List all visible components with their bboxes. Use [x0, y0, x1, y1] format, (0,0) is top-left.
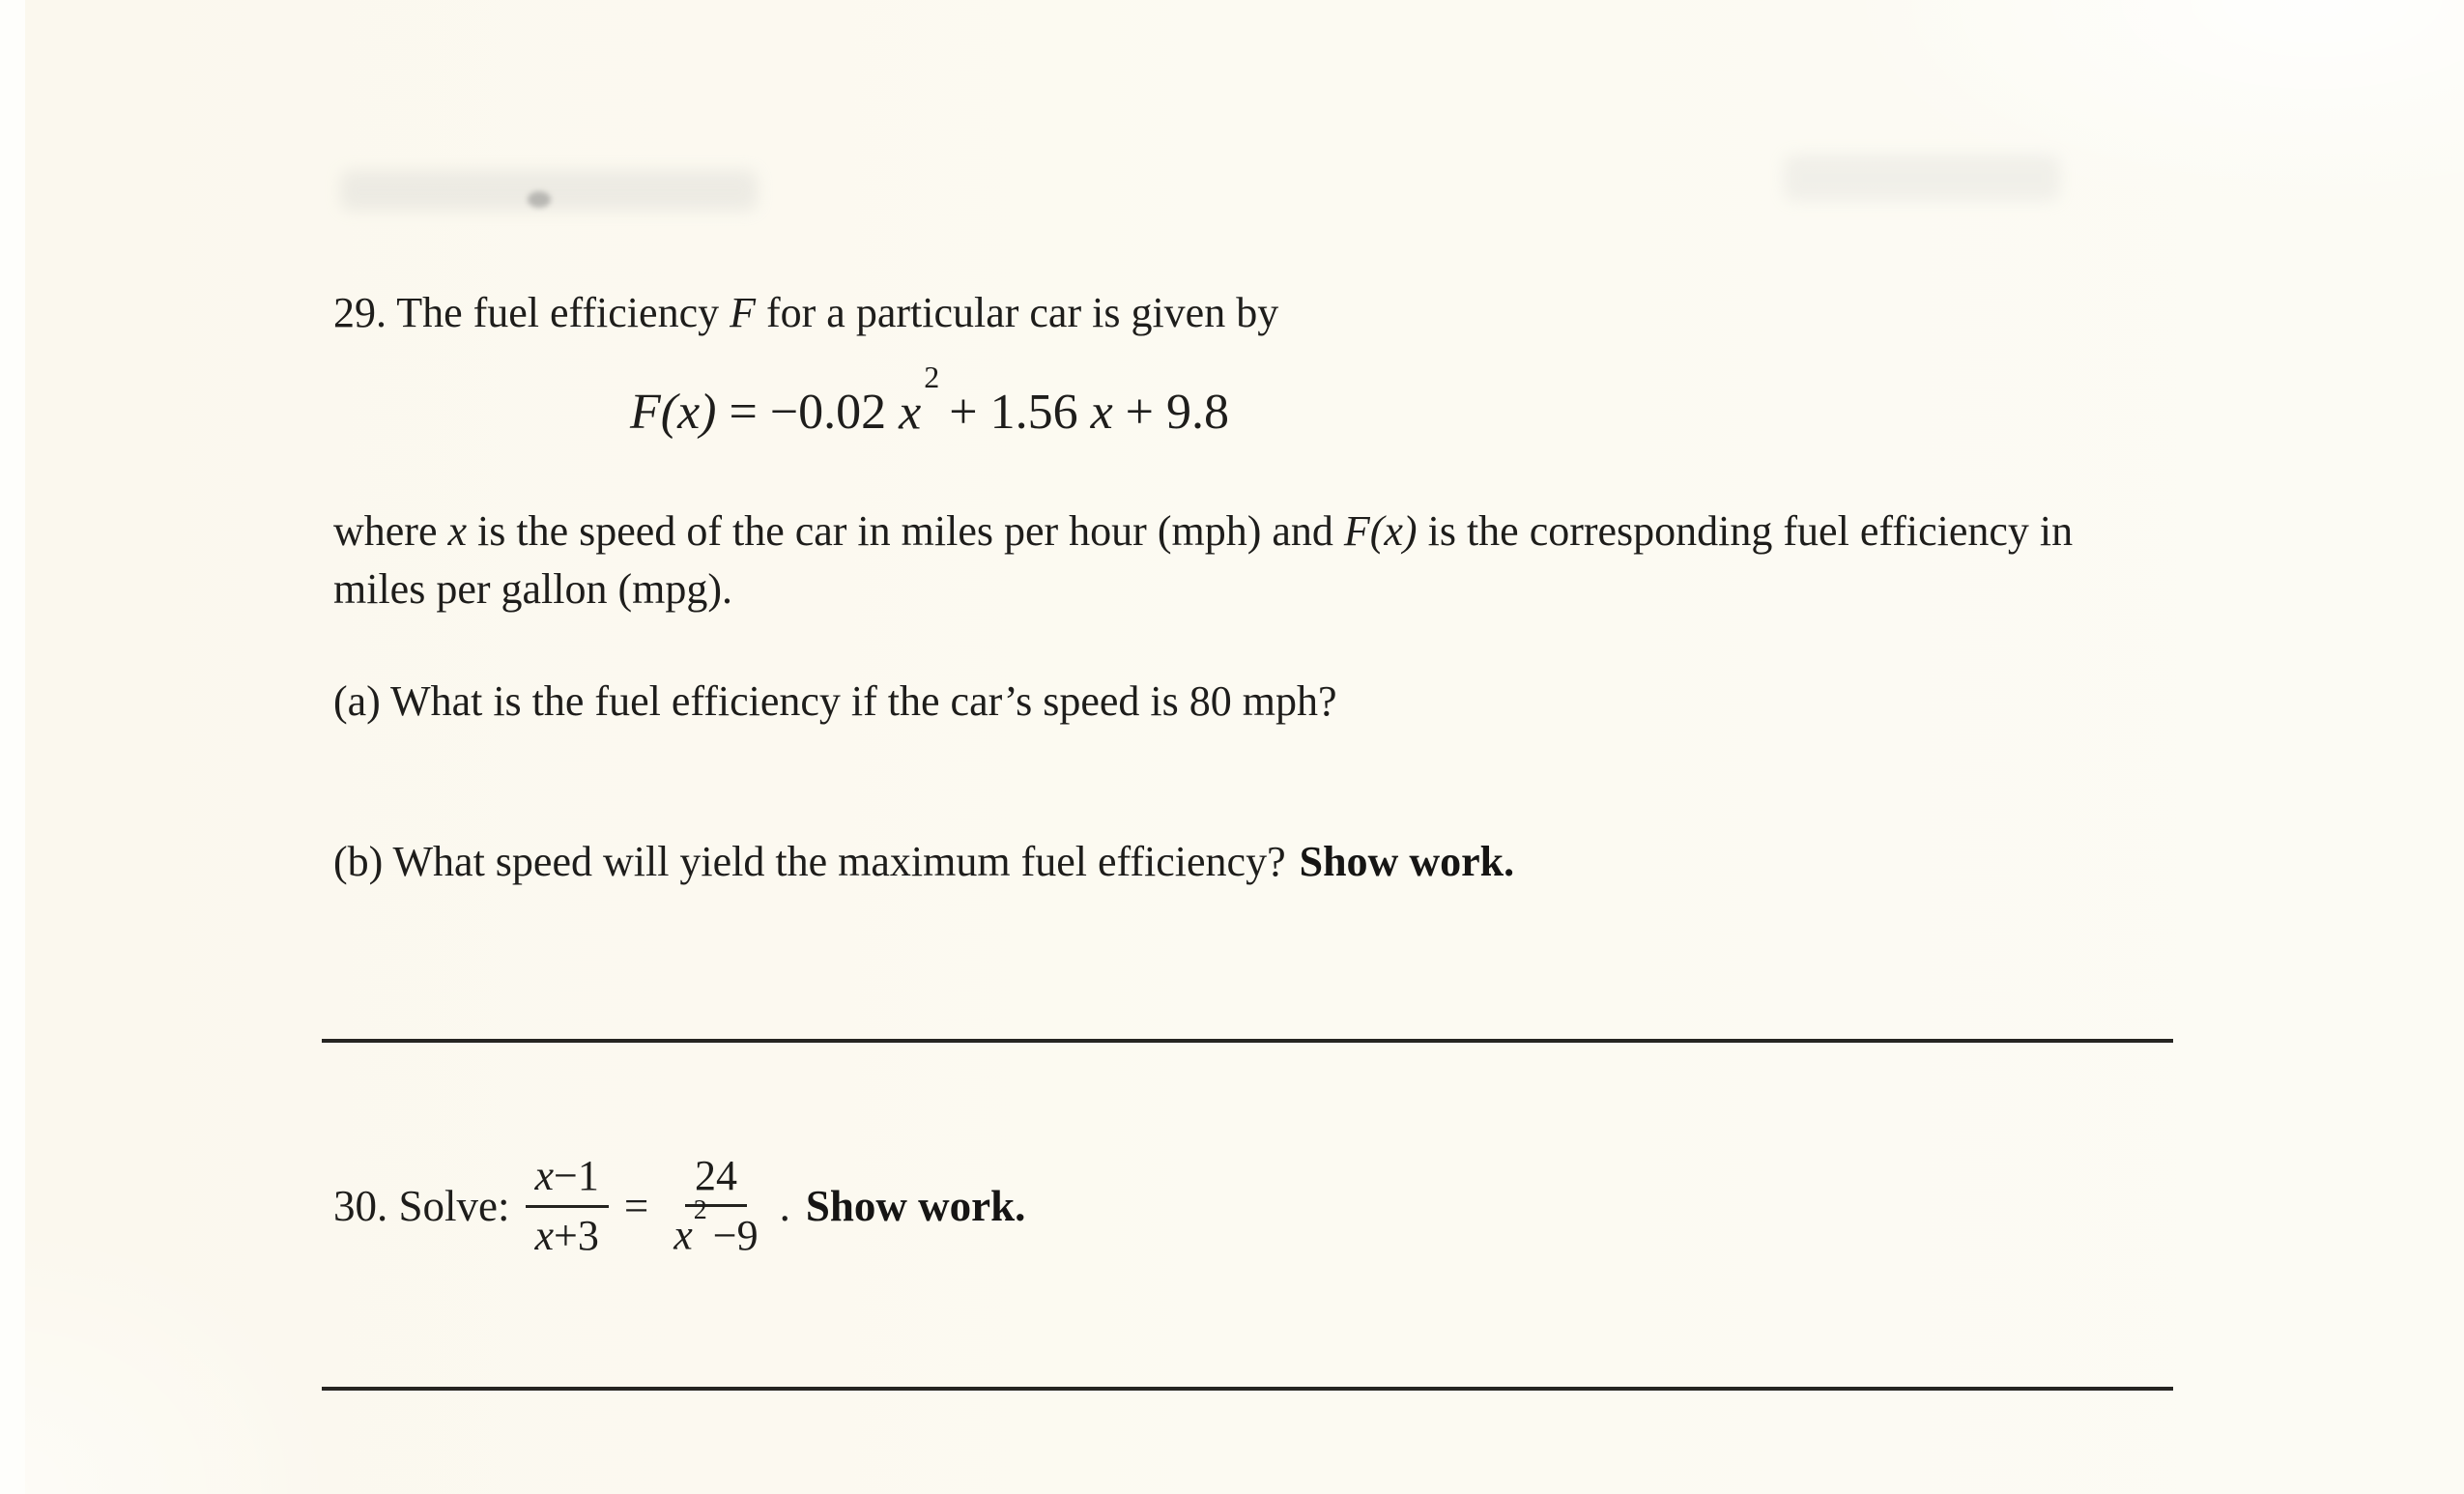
variable-x: x	[447, 507, 468, 555]
exponent: 2	[693, 1195, 707, 1226]
bleedthrough-smudge-right	[1784, 155, 2060, 201]
plus-sign: +	[949, 385, 978, 441]
bleedthrough-dot	[528, 191, 551, 208]
sentence-period: .	[779, 1181, 790, 1230]
numerator-value: 24	[694, 1152, 737, 1199]
equals-sign: =	[729, 385, 758, 441]
heading-pre-text: 29. The fuel efficiency	[333, 289, 731, 336]
coefficient-2: 1.56	[989, 385, 1078, 441]
variable-F: F	[730, 289, 756, 336]
x-squared-term	[899, 359, 940, 441]
heading-post-text: for a particular car is given by	[755, 289, 1279, 336]
description-text: where	[333, 507, 448, 555]
constant-term: 9.8	[1165, 385, 1229, 441]
equals-sign: =	[623, 1181, 649, 1230]
description-text: is the speed of the car in miles per hour (mph) and	[467, 507, 1344, 555]
function-Fx: F(x)	[1343, 507, 1418, 555]
fraction-denominator	[526, 1208, 609, 1259]
show-work-label: Show work.	[805, 1181, 1026, 1230]
plus-sign: +	[1125, 385, 1154, 441]
problem-29-part-a: (a) What is the fuel efficiency if the car’s speed is 80 mph?	[333, 677, 1337, 725]
section-divider-line	[322, 1387, 2173, 1391]
problem-29-part-b	[333, 837, 1514, 886]
variable-x: x	[899, 385, 922, 441]
fraction-numerator	[526, 1152, 609, 1207]
scan-left-edge-highlight	[0, 0, 25, 1494]
problem-29-heading	[333, 288, 1278, 337]
problem-30-label: 30. Solve:	[333, 1181, 510, 1230]
problem-29-description	[333, 503, 2169, 618]
section-divider-line	[322, 1039, 2173, 1043]
part-b-question: (b) What speed will yield the maximum fuel efficiency?	[333, 838, 1286, 885]
show-work-label: Show work.	[1299, 838, 1515, 885]
fraction-denominator	[664, 1195, 767, 1259]
problem-30	[333, 1152, 1025, 1259]
fraction-left	[526, 1152, 609, 1259]
variable-x: x	[534, 1152, 555, 1200]
exponent: 2	[924, 359, 940, 394]
numerator-rest: −1	[554, 1152, 599, 1200]
variable-x: x	[534, 1211, 555, 1259]
denominator-rest: −9	[712, 1211, 759, 1259]
description-text: is the corresponding fuel efficiency in miles per gallon (mpg).	[333, 507, 2074, 613]
variable-x: x	[673, 1211, 693, 1259]
variable-x: x	[1090, 385, 1113, 441]
bleedthrough-smudge-left	[340, 170, 758, 211]
coefficient-1: −0.02	[769, 385, 887, 441]
formula-lhs: F(x)	[630, 385, 717, 441]
problem-29-formula	[630, 359, 1229, 441]
fraction-right	[664, 1152, 767, 1259]
denominator-rest: +3	[554, 1211, 599, 1259]
